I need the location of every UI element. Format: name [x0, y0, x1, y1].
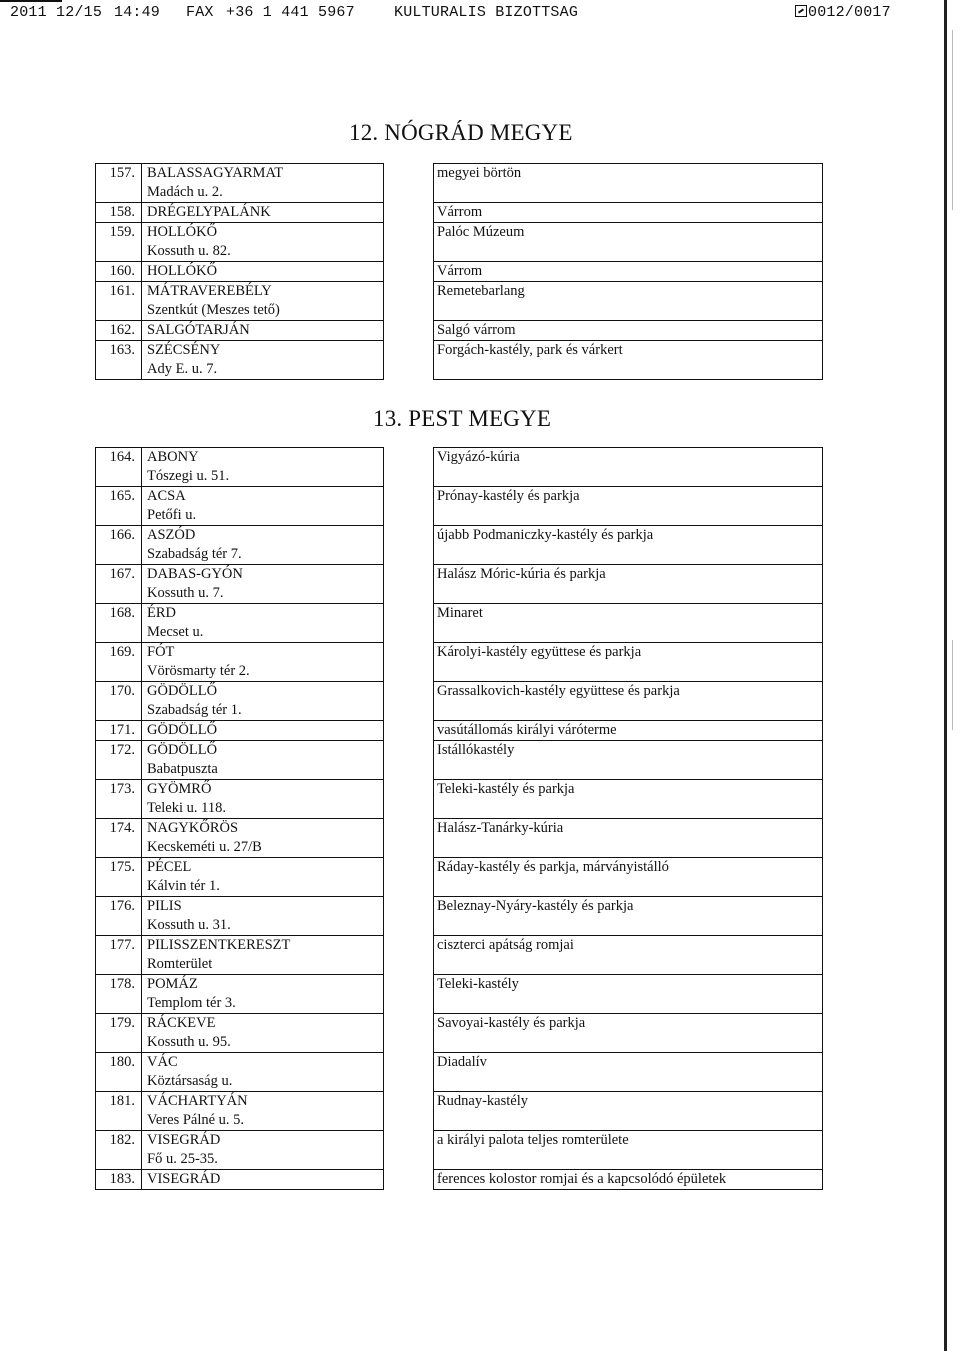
table-row	[96, 604, 823, 643]
street-address: Szentkút (Meszes tető)	[147, 301, 280, 318]
scan-edge-mark	[952, 30, 953, 210]
heritage-site-cell	[434, 321, 823, 341]
table-row	[96, 1014, 823, 1053]
site-name: ciszterci apátság romjai	[437, 937, 574, 953]
location-cell	[142, 1014, 384, 1053]
row-number: 171.	[96, 721, 142, 741]
location-cell	[142, 262, 384, 282]
row-number: 175.	[96, 858, 142, 897]
site-name: Teleki-kastély	[437, 976, 519, 992]
table-row	[96, 897, 823, 936]
city-name: POMÁZ	[147, 976, 198, 992]
row-number: 179.	[96, 1014, 142, 1053]
street-address: Kossuth u. 31.	[147, 916, 231, 933]
street-address: Kossuth u. 82.	[147, 242, 231, 259]
heritage-site-cell	[434, 1170, 823, 1190]
row-number: 160.	[96, 262, 142, 282]
spacer-cell	[384, 448, 434, 487]
city-name: PILIS	[147, 898, 182, 914]
city-name: GÖDÖLLŐ	[147, 683, 218, 699]
city-name: ACSA	[147, 488, 186, 504]
location-cell	[142, 819, 384, 858]
heritage-site-cell	[434, 341, 823, 380]
heritage-site-cell	[434, 1053, 823, 1092]
row-number: 182.	[96, 1131, 142, 1170]
site-name: Minaret	[437, 605, 483, 621]
city-name: GÖDÖLLŐ	[147, 742, 218, 758]
row-number: 167.	[96, 565, 142, 604]
heritage-site-cell	[434, 448, 823, 487]
heritage-site-cell	[434, 1092, 823, 1131]
street-address: Tószegi u. 51.	[147, 467, 230, 484]
heritage-site-cell	[434, 819, 823, 858]
location-cell	[142, 1092, 384, 1131]
location-cell	[142, 526, 384, 565]
table-row	[96, 1131, 823, 1170]
location-cell	[142, 1131, 384, 1170]
section-title-nograd: 12. NÓGRÁD MEGYE	[349, 120, 573, 145]
street-address: Babatpuszta	[147, 760, 218, 777]
spacer-cell	[384, 341, 434, 380]
row-number: 164.	[96, 448, 142, 487]
site-name: Istállókastély	[437, 742, 515, 758]
spacer-cell	[384, 203, 434, 223]
spacer-cell	[384, 282, 434, 321]
street-address: Mecset u.	[147, 623, 204, 640]
row-number: 169.	[96, 643, 142, 682]
table-row	[96, 721, 823, 741]
spacer-cell	[384, 526, 434, 565]
heritage-site-cell	[434, 643, 823, 682]
scan-edge-mark	[952, 640, 953, 730]
location-cell	[142, 341, 384, 380]
table-row	[96, 819, 823, 858]
row-number: 168.	[96, 604, 142, 643]
spacer-cell	[384, 682, 434, 721]
spacer-cell	[384, 164, 434, 203]
city-name: NAGYKŐRÖS	[147, 820, 239, 836]
site-name: Savoyai-kastély és parkja	[437, 1015, 586, 1031]
spacer-cell	[384, 1170, 434, 1190]
location-cell	[142, 565, 384, 604]
row-number: 174.	[96, 819, 142, 858]
city-name: DRÉGELYPALÁNK	[147, 204, 271, 220]
heritage-site-cell	[434, 282, 823, 321]
spacer-cell	[384, 1014, 434, 1053]
city-name: GYÖMRŐ	[147, 781, 212, 797]
scan-edge-bar	[944, 0, 947, 1351]
location-cell	[142, 936, 384, 975]
heritage-site-cell	[434, 604, 823, 643]
table-row	[96, 741, 823, 780]
spacer-cell	[384, 565, 434, 604]
spacer-cell	[384, 262, 434, 282]
location-cell	[142, 223, 384, 262]
site-name: Prónay-kastély és parkja	[437, 488, 580, 504]
spacer-cell	[384, 223, 434, 262]
row-number: 183.	[96, 1170, 142, 1190]
site-name: ferences kolostor romjai és a kapcsolódó épületek	[437, 1171, 727, 1187]
location-cell	[142, 1170, 384, 1190]
fax-sender: KULTURALIS BIZOTTSAG	[394, 4, 579, 21]
city-name: DABAS-GYÓN	[147, 566, 243, 582]
location-cell	[142, 643, 384, 682]
city-name: GÖDÖLLŐ	[147, 722, 218, 738]
location-cell	[142, 780, 384, 819]
fax-page-counter	[795, 4, 891, 21]
heritage-site-cell	[434, 858, 823, 897]
heritage-site-cell	[434, 780, 823, 819]
heritage-site-cell	[434, 262, 823, 282]
location-cell	[142, 203, 384, 223]
spacer-cell	[384, 643, 434, 682]
site-name: Halász Móric-kúria és parkja	[437, 566, 606, 582]
city-name: VISEGRÁD	[147, 1132, 221, 1148]
site-name: újabb Podmaniczky-kastély és parkja	[437, 527, 654, 543]
spacer-cell	[384, 487, 434, 526]
city-name: ÉRD	[147, 605, 176, 621]
site-name: Ráday-kastély és parkja, márványistálló	[437, 859, 669, 875]
table-row	[96, 1092, 823, 1131]
site-name: Diadalív	[437, 1054, 487, 1070]
city-name: VÁC	[147, 1054, 178, 1070]
city-name: PILISSZENTKERESZT	[147, 937, 291, 953]
row-number: 177.	[96, 936, 142, 975]
table-row	[96, 682, 823, 721]
row-number: 178.	[96, 975, 142, 1014]
location-cell	[142, 321, 384, 341]
city-name: ABONY	[147, 449, 199, 465]
row-number: 159.	[96, 223, 142, 262]
city-name: FÓT	[147, 644, 175, 660]
city-name: RÁCKEVE	[147, 1015, 216, 1031]
fax-header	[0, 4, 960, 26]
city-name: VISEGRÁD	[147, 1171, 221, 1187]
location-cell	[142, 741, 384, 780]
row-number: 161.	[96, 282, 142, 321]
site-name: Forgách-kastély, park és várkert	[437, 342, 623, 358]
site-name: megyei börtön	[437, 165, 522, 181]
table-row	[96, 975, 823, 1014]
table-row	[96, 643, 823, 682]
heritage-site-cell	[434, 203, 823, 223]
location-cell	[142, 897, 384, 936]
row-number: 165.	[96, 487, 142, 526]
fax-page-number: 0012/0017	[808, 4, 891, 21]
table-row	[96, 1170, 823, 1190]
spacer-cell	[384, 721, 434, 741]
row-number: 163.	[96, 341, 142, 380]
heritage-site-cell	[434, 936, 823, 975]
table-row	[96, 487, 823, 526]
spacer-cell	[384, 780, 434, 819]
table-row	[96, 526, 823, 565]
row-number: 166.	[96, 526, 142, 565]
table-row	[96, 341, 823, 380]
table-row	[96, 164, 823, 203]
site-name: vasútállomás királyi váróterme	[437, 722, 617, 738]
fax-phone: +36 1 441 5967	[226, 4, 355, 21]
street-address: Köztársaság u.	[147, 1072, 233, 1089]
heritage-site-cell	[434, 1014, 823, 1053]
location-cell	[142, 975, 384, 1014]
site-name: Rudnay-kastély	[437, 1093, 529, 1109]
table-row	[96, 448, 823, 487]
site-name: Salgó várrom	[437, 322, 516, 338]
heritage-site-cell	[434, 1131, 823, 1170]
fax-transmit-icon	[795, 5, 807, 17]
table-row	[96, 282, 823, 321]
site-name: Károlyi-kastély együttese és parkja	[437, 644, 642, 660]
spacer-cell	[384, 858, 434, 897]
spacer-cell	[384, 1131, 434, 1170]
heritage-site-cell	[434, 223, 823, 262]
city-name: HOLLÓKŐ	[147, 263, 218, 279]
table-row	[96, 858, 823, 897]
row-number: 157.	[96, 164, 142, 203]
location-cell	[142, 604, 384, 643]
row-number: 158.	[96, 203, 142, 223]
location-cell	[142, 448, 384, 487]
heritage-site-cell	[434, 487, 823, 526]
street-address: Teleki u. 118.	[147, 799, 226, 816]
pest-table	[95, 447, 823, 1190]
row-number: 170.	[96, 682, 142, 721]
row-number: 181.	[96, 1092, 142, 1131]
street-address: Ady E. u. 7.	[147, 360, 218, 377]
top-rule	[0, 0, 62, 2]
spacer-cell	[384, 741, 434, 780]
street-address: Petőfi u.	[147, 506, 197, 523]
street-address: Kálvin tér 1.	[147, 877, 220, 894]
table-row	[96, 780, 823, 819]
heritage-site-cell	[434, 741, 823, 780]
table-row	[96, 203, 823, 223]
street-address: Templom tér 3.	[147, 994, 236, 1011]
street-address: Romterület	[147, 955, 213, 972]
row-number: 173.	[96, 780, 142, 819]
street-address: Vörösmarty tér 2.	[147, 662, 250, 679]
location-cell	[142, 164, 384, 203]
fax-label: FAX	[186, 4, 214, 21]
street-address: Kossuth u. 95.	[147, 1033, 231, 1050]
spacer-cell	[384, 604, 434, 643]
street-address: Szabadság tér 7.	[147, 545, 242, 562]
city-name: PÉCEL	[147, 859, 192, 875]
street-address: Veres Pálné u. 5.	[147, 1111, 245, 1128]
heritage-site-cell	[434, 975, 823, 1014]
fax-time: 14:49	[114, 4, 161, 21]
street-address: Kossuth u. 7.	[147, 584, 224, 601]
site-name: Várrom	[437, 204, 483, 220]
spacer-cell	[384, 897, 434, 936]
city-name: ASZÓD	[147, 527, 196, 543]
site-name: Teleki-kastély és parkja	[437, 781, 575, 797]
table-row	[96, 223, 823, 262]
nograd-table	[95, 163, 823, 380]
location-cell	[142, 1053, 384, 1092]
spacer-cell	[384, 819, 434, 858]
site-name: Beleznay-Nyáry-kastély és parkja	[437, 898, 634, 914]
site-name: Vigyázó-kúria	[437, 449, 520, 465]
location-cell	[142, 858, 384, 897]
heritage-site-cell	[434, 721, 823, 741]
table-row	[96, 936, 823, 975]
heritage-site-cell	[434, 897, 823, 936]
heritage-site-cell	[434, 682, 823, 721]
city-name: HOLLÓKŐ	[147, 224, 218, 240]
heritage-site-cell	[434, 164, 823, 203]
location-cell	[142, 487, 384, 526]
table-row	[96, 565, 823, 604]
site-name: a királyi palota teljes romterülete	[437, 1132, 629, 1148]
site-name: Grassalkovich-kastély együttese és parkja	[437, 683, 680, 699]
city-name: MÁTRAVEREBÉLY	[147, 283, 272, 299]
row-number: 180.	[96, 1053, 142, 1092]
city-name: BALASSAGYARMAT	[147, 165, 284, 181]
spacer-cell	[384, 1092, 434, 1131]
section-title-pest: 13. PEST MEGYE	[373, 406, 552, 431]
location-cell	[142, 682, 384, 721]
site-name: Várrom	[437, 263, 483, 279]
row-number: 176.	[96, 897, 142, 936]
location-cell	[142, 721, 384, 741]
city-name: SALGÓTARJÁN	[147, 322, 250, 338]
row-number: 162.	[96, 321, 142, 341]
street-address: Fő u. 25-35.	[147, 1150, 218, 1167]
table-row	[96, 1053, 823, 1092]
site-name: Remetebarlang	[437, 283, 525, 299]
spacer-cell	[384, 975, 434, 1014]
street-address: Szabadság tér 1.	[147, 701, 242, 718]
street-address: Kecskeméti u. 27/B	[147, 838, 262, 855]
table-row	[96, 262, 823, 282]
table-row	[96, 321, 823, 341]
heritage-site-cell	[434, 526, 823, 565]
spacer-cell	[384, 936, 434, 975]
location-cell	[142, 282, 384, 321]
city-name: SZÉCSÉNY	[147, 342, 221, 358]
site-name: Palóc Múzeum	[437, 224, 525, 240]
heritage-site-cell	[434, 565, 823, 604]
spacer-cell	[384, 1053, 434, 1092]
city-name: VÁCHARTYÁN	[147, 1093, 248, 1109]
fax-date: 2011 12/15	[10, 4, 103, 21]
row-number: 172.	[96, 741, 142, 780]
spacer-cell	[384, 321, 434, 341]
site-name: Halász-Tanárky-kúria	[437, 820, 564, 836]
street-address: Madách u. 2.	[147, 183, 223, 200]
